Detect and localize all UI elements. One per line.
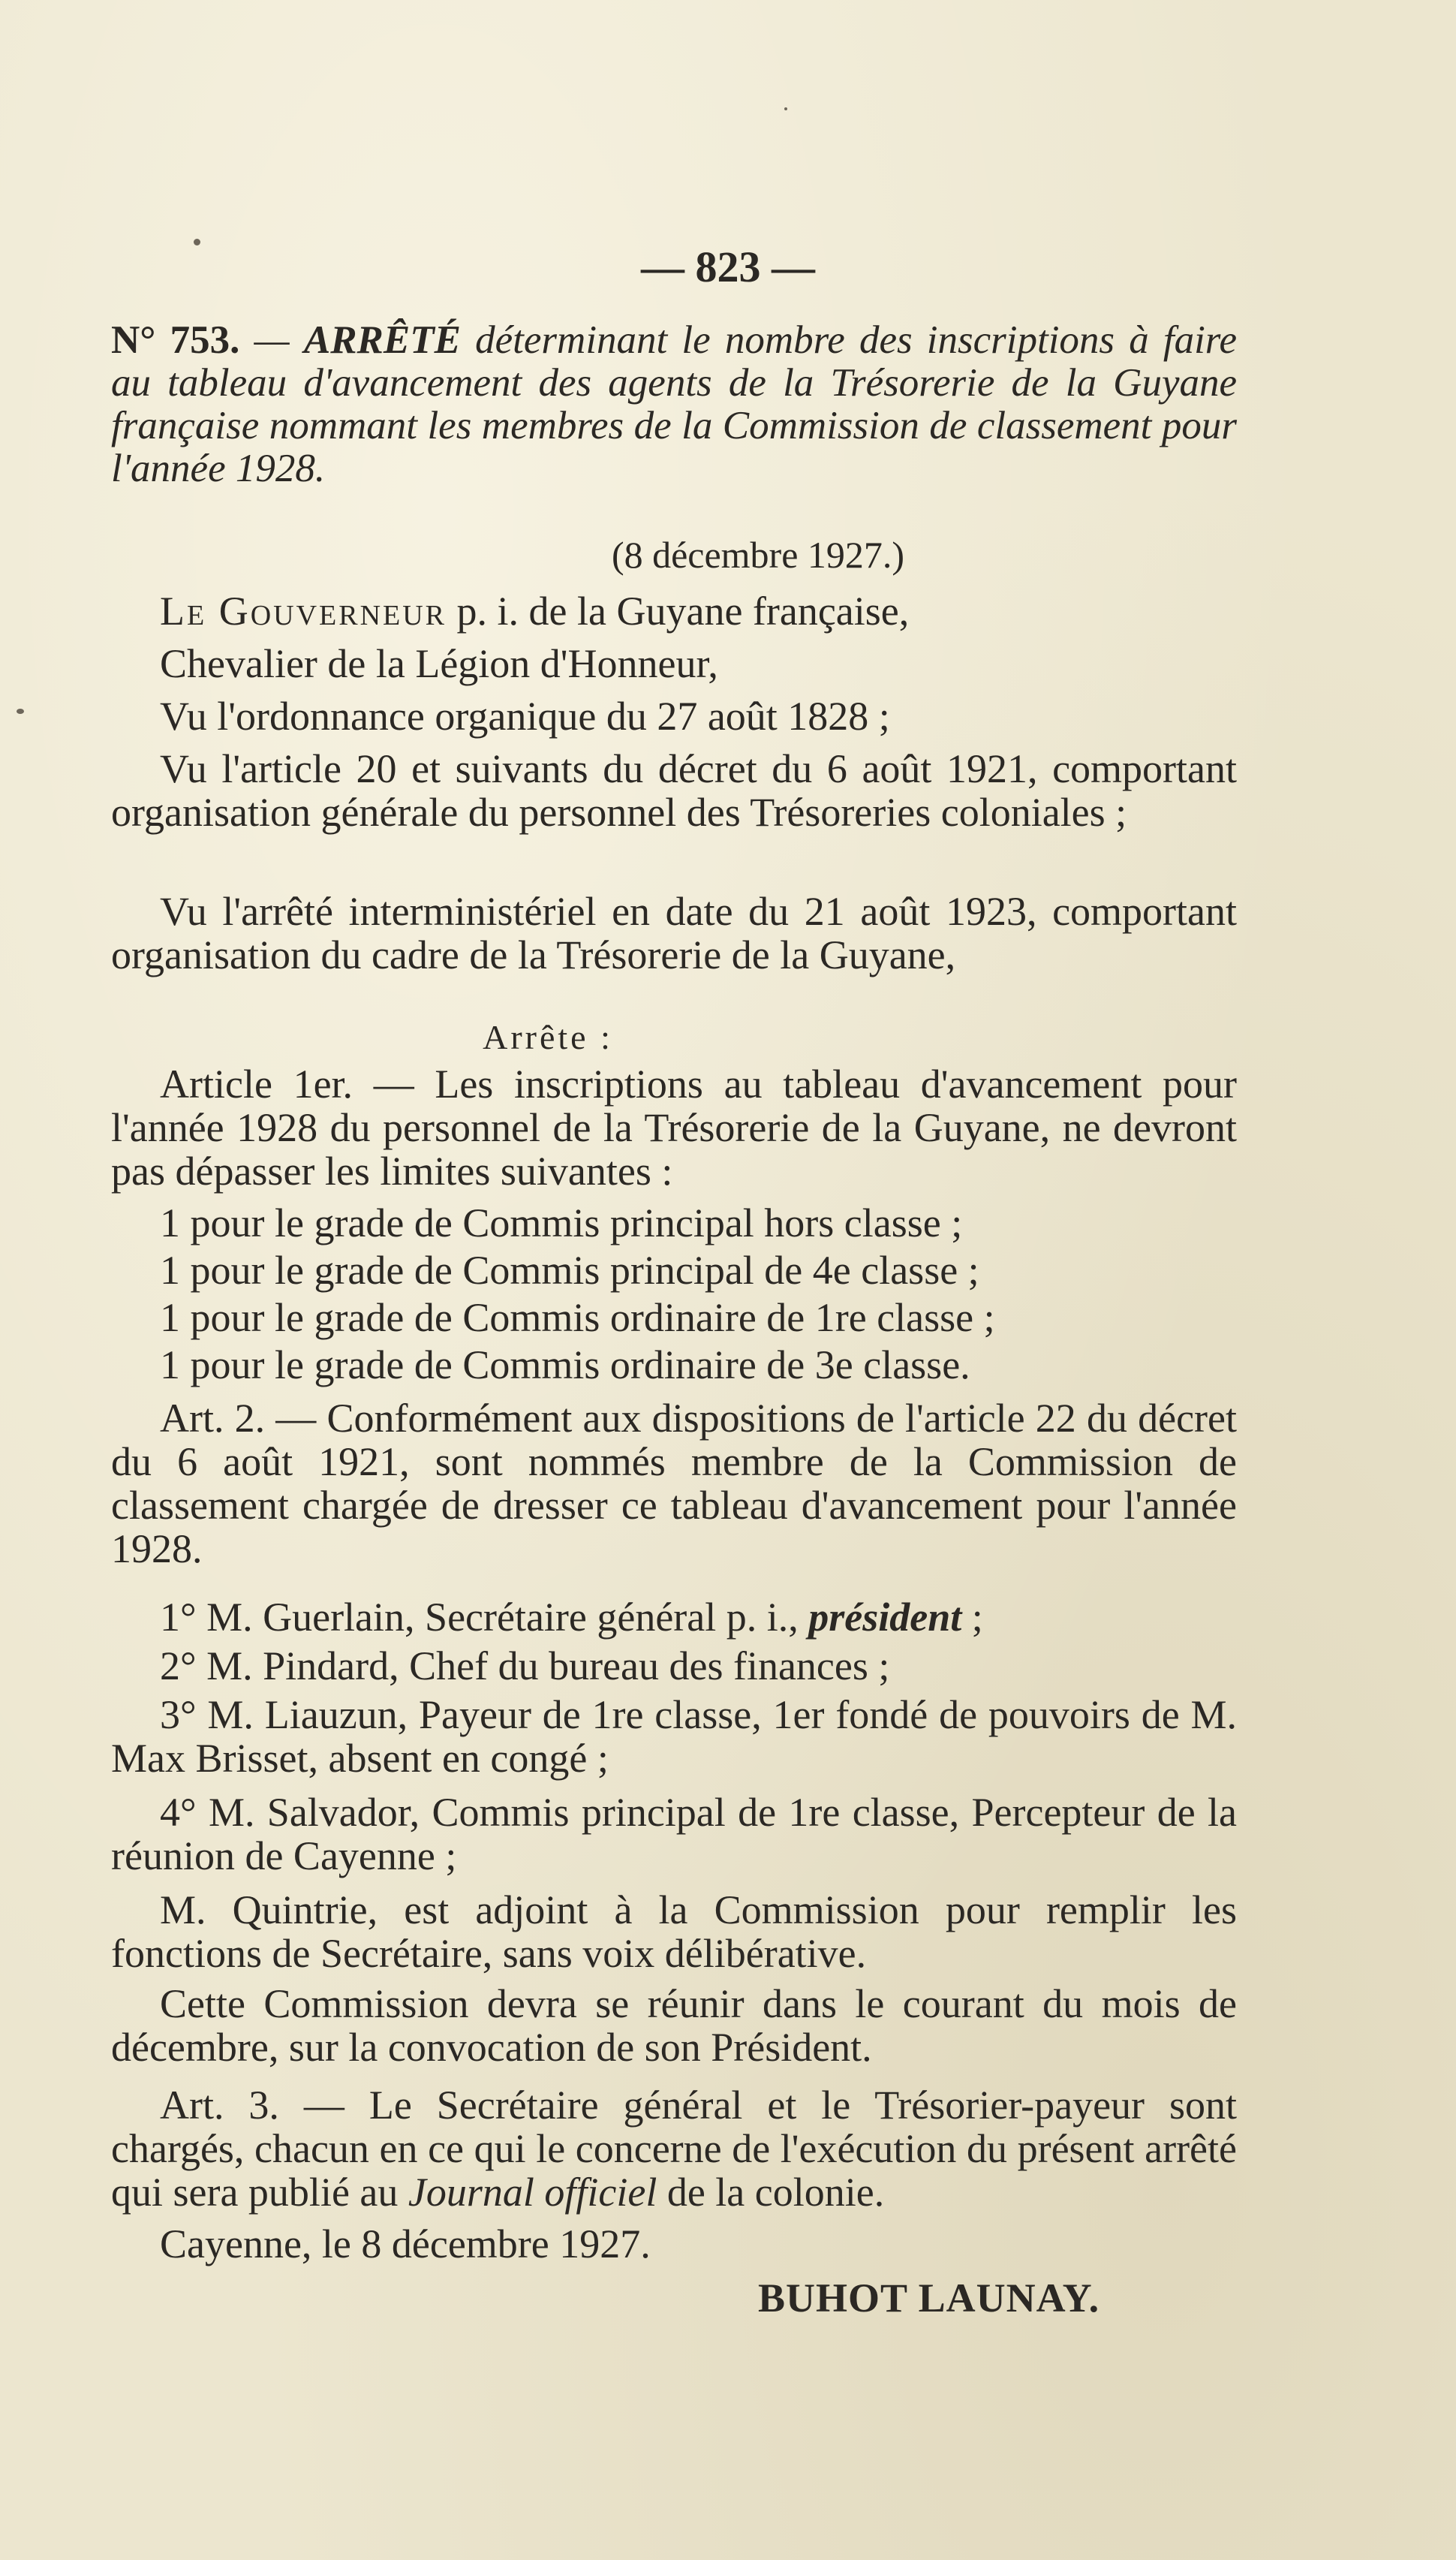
reunion-paragraph: Cette Commission devra se réunir dans le courant du mois de décembre, sur la convocation de son Président. [111, 1981, 1237, 2070]
decree-date: (8 décembre 1927.) [611, 534, 905, 576]
ink-speck [17, 709, 24, 714]
ink-speck [784, 107, 787, 110]
member-1-role: président [808, 1595, 962, 1640]
page-number: — 823 — [641, 242, 815, 291]
article-2 [111, 1396, 1237, 1571]
grade-item: 1 pour le grade de Commis principal hors classe ; [160, 1200, 963, 1245]
article-3-label: Art. 3. [160, 2083, 279, 2128]
governor-title: Le Gouverneur [160, 589, 447, 634]
signature: BUHOT LAUNAY. [758, 2275, 1100, 2321]
heading-dash: — [239, 318, 304, 362]
governor-rest: p. i. de la Guyane française, [447, 589, 910, 634]
article-3-text-b: de la colonie. [657, 2170, 885, 2215]
article-1-text: — Les inscriptions au tableau d'avancement pour l'année 1928 du personnel de la Trésorerie de la Guyane, ne devront pas dépasser les limites suivantes : [111, 1062, 1237, 1194]
quintrie-paragraph: M. Quintrie, est adjoint à la Commission pour remplir les fonctions de Secrétaire, sans voix délibérative. [111, 1887, 1237, 1976]
arrete-word: ARRÊTÉ [303, 318, 461, 362]
article-3-text-a: — Le Secrétaire général et le Trésorier-payeur sont chargés, chacun en ce qui le concerne de l'exécution du présent arrêté qui sera publié au [111, 2083, 1237, 2215]
article-2-label: Art. 2. [160, 1396, 266, 1441]
member-2: 2° M. Pindard, Chef du bureau des finances ; [160, 1643, 890, 1688]
member-3: 3° M. Liauzun, Payeur de 1re classe, 1er fondé de pouvoirs de M. Max Brisset, absent en congé ; [111, 1692, 1237, 1781]
vu-arrete: Vu l'arrêté interministériel en date du 21 août 1923, comportant organisation du cadre de la Trésorerie de la Guyane, [111, 889, 1237, 977]
article-3 [111, 2083, 1237, 2214]
journal-officiel: Journal officiel [408, 2170, 657, 2215]
vu-article: Vu l'article 20 et suivants du décret du 6 août 1921, comportant organisation générale du personnel des Trésoreries coloniales ; [111, 746, 1237, 835]
heading-text: déterminant le nombre des inscriptions à faire au tableau d'avancement des agents de la Trésorerie de la Guyane française nommant les membres de la Commission de classement pour l'année 1928. [111, 318, 1237, 490]
arrete-heading: Arrête : [483, 1018, 613, 1056]
decree-heading [111, 319, 1237, 490]
member-1 [111, 1595, 1237, 1639]
member-4: 4° M. Salvador, Commis principal de 1re classe, Percepteur de la réunion de Cayenne ; [111, 1790, 1237, 1878]
grade-item: 1 pour le grade de Commis principal de 4e classe ; [160, 1248, 979, 1293]
member-1-end: ; [961, 1595, 983, 1640]
article-1 [111, 1062, 1237, 1193]
decree-number: N° 753. [111, 318, 240, 362]
grade-item: 1 pour le grade de Commis ordinaire de 1re classe ; [160, 1295, 995, 1340]
chevalier-line: Chevalier de la Légion d'Honneur, [160, 641, 718, 686]
member-1-text: 1° M. Guerlain, Secrétaire général p. i., [160, 1595, 809, 1640]
article-1-label: Article 1er. [160, 1062, 353, 1107]
article-2-text: — Conformément aux dispositions de l'article 22 du décret du 6 août 1921, sont nommés membre de la Commission de classement chargée de dresser ce tableau d'avancement pour l'année 1928. [111, 1396, 1237, 1571]
vu-ordonnance: Vu l'ordonnance organique du 27 août 1828 ; [160, 694, 890, 739]
grade-item: 1 pour le grade de Commis ordinaire de 3e classe. [160, 1342, 970, 1387]
governor-line [111, 589, 1237, 633]
place-date: Cayenne, le 8 décembre 1927. [160, 2221, 651, 2266]
